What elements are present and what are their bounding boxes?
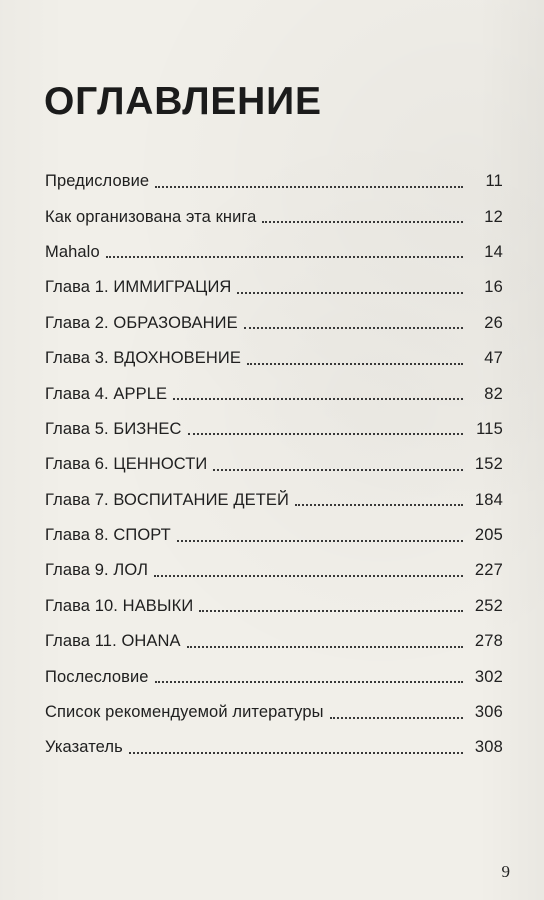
toc-entry-label: Глава 11. OHANA	[45, 632, 181, 651]
toc-entry-page-number: 252	[474, 596, 503, 615]
toc-entry-label: Глава 4. APPLE	[45, 384, 168, 403]
toc-entry-page-number: 12	[484, 207, 503, 226]
dot-leader	[187, 646, 463, 648]
toc-entry-page-number: 205	[474, 526, 503, 545]
dot-leader	[106, 256, 463, 258]
dot-leader	[295, 504, 463, 506]
toc-entry-page-number: 227	[474, 561, 503, 580]
dot-leader	[129, 752, 463, 754]
dot-leader	[330, 717, 463, 719]
dot-leader	[244, 327, 463, 329]
toc-entry-page-number: 26	[484, 313, 503, 332]
toc-entry-label: Глава 5. БИЗНЕС	[45, 419, 182, 438]
toc-entry-label: Указатель	[45, 738, 123, 757]
toc-entry-recommended-reading	[45, 695, 503, 730]
toc-entry-label: Глава 6. ЦЕННОСТИ	[45, 455, 208, 474]
toc-entry-mahalo	[45, 235, 503, 270]
contents-title: ОГЛАВЛЕНИЕ	[44, 80, 322, 123]
dot-leader	[154, 575, 463, 577]
dot-leader	[247, 363, 463, 365]
toc-entry-page-number: 152	[474, 455, 503, 474]
toc-entry-label: Глава 2. ОБРАЗОВАНИЕ	[45, 313, 238, 332]
toc-entry-preface	[45, 164, 503, 199]
dot-leader	[173, 398, 463, 400]
toc-entry-chapter-1	[45, 270, 503, 305]
dot-leader	[213, 469, 463, 471]
dot-leader	[199, 610, 463, 612]
toc-entry-afterword	[45, 659, 503, 694]
toc-entry-label: Глава 3. ВДОХНОВЕНИЕ	[45, 349, 241, 368]
toc-entry-page-number: 115	[476, 419, 503, 438]
toc-entry-chapter-5	[45, 412, 503, 447]
toc-entry-page-number: 82	[484, 384, 503, 403]
dot-leader	[155, 186, 463, 188]
toc-entry-chapter-2	[45, 306, 503, 341]
toc-entry-label: Глава 1. ИММИГРАЦИЯ	[45, 278, 232, 297]
toc-entry-page-number: 278	[474, 632, 503, 651]
toc-entry-chapter-8	[45, 518, 503, 553]
toc-entry-page-number: 184	[474, 490, 503, 509]
toc-entry-page-number: 302	[474, 667, 503, 686]
toc-entry-page-number: 14	[484, 242, 503, 261]
dot-leader	[188, 433, 464, 435]
toc-entry-label: Глава 8. СПОРТ	[45, 526, 171, 545]
toc-entry-chapter-11	[45, 624, 503, 659]
toc-entry-label: Как организована эта книга	[45, 207, 257, 226]
toc-entry-index	[45, 730, 503, 765]
dot-leader	[177, 540, 463, 542]
table-of-contents	[45, 164, 503, 766]
toc-entry-book-organization	[45, 199, 503, 234]
toc-entry-page-number: 306	[474, 703, 503, 722]
toc-entry-label: Глава 10. НАВЫКИ	[45, 596, 194, 615]
toc-entry-chapter-10	[45, 589, 503, 624]
toc-entry-page-number: 47	[484, 349, 503, 368]
dot-leader	[155, 681, 463, 683]
toc-entry-label: Список рекомендуемой литературы	[45, 703, 324, 722]
toc-entry-chapter-6	[45, 447, 503, 482]
toc-entry-page-number: 11	[485, 172, 503, 191]
toc-entry-label: Глава 9. ЛОЛ	[45, 561, 149, 580]
toc-entry-chapter-4	[45, 376, 503, 411]
dot-leader	[237, 292, 463, 294]
toc-entry-chapter-3	[45, 341, 503, 376]
toc-entry-chapter-9	[45, 553, 503, 588]
toc-entry-chapter-7	[45, 483, 503, 518]
toc-entry-page-number: 16	[484, 278, 503, 297]
toc-entry-label: Предисловие	[45, 172, 150, 191]
page-number: 9	[501, 862, 510, 881]
toc-entry-label: Mahalo	[45, 242, 100, 261]
toc-entry-label: Глава 7. ВОСПИТАНИЕ ДЕТЕЙ	[45, 490, 289, 509]
toc-entry-label: Послесловие	[45, 667, 149, 686]
toc-entry-page-number: 308	[474, 738, 503, 757]
dot-leader	[262, 221, 463, 223]
